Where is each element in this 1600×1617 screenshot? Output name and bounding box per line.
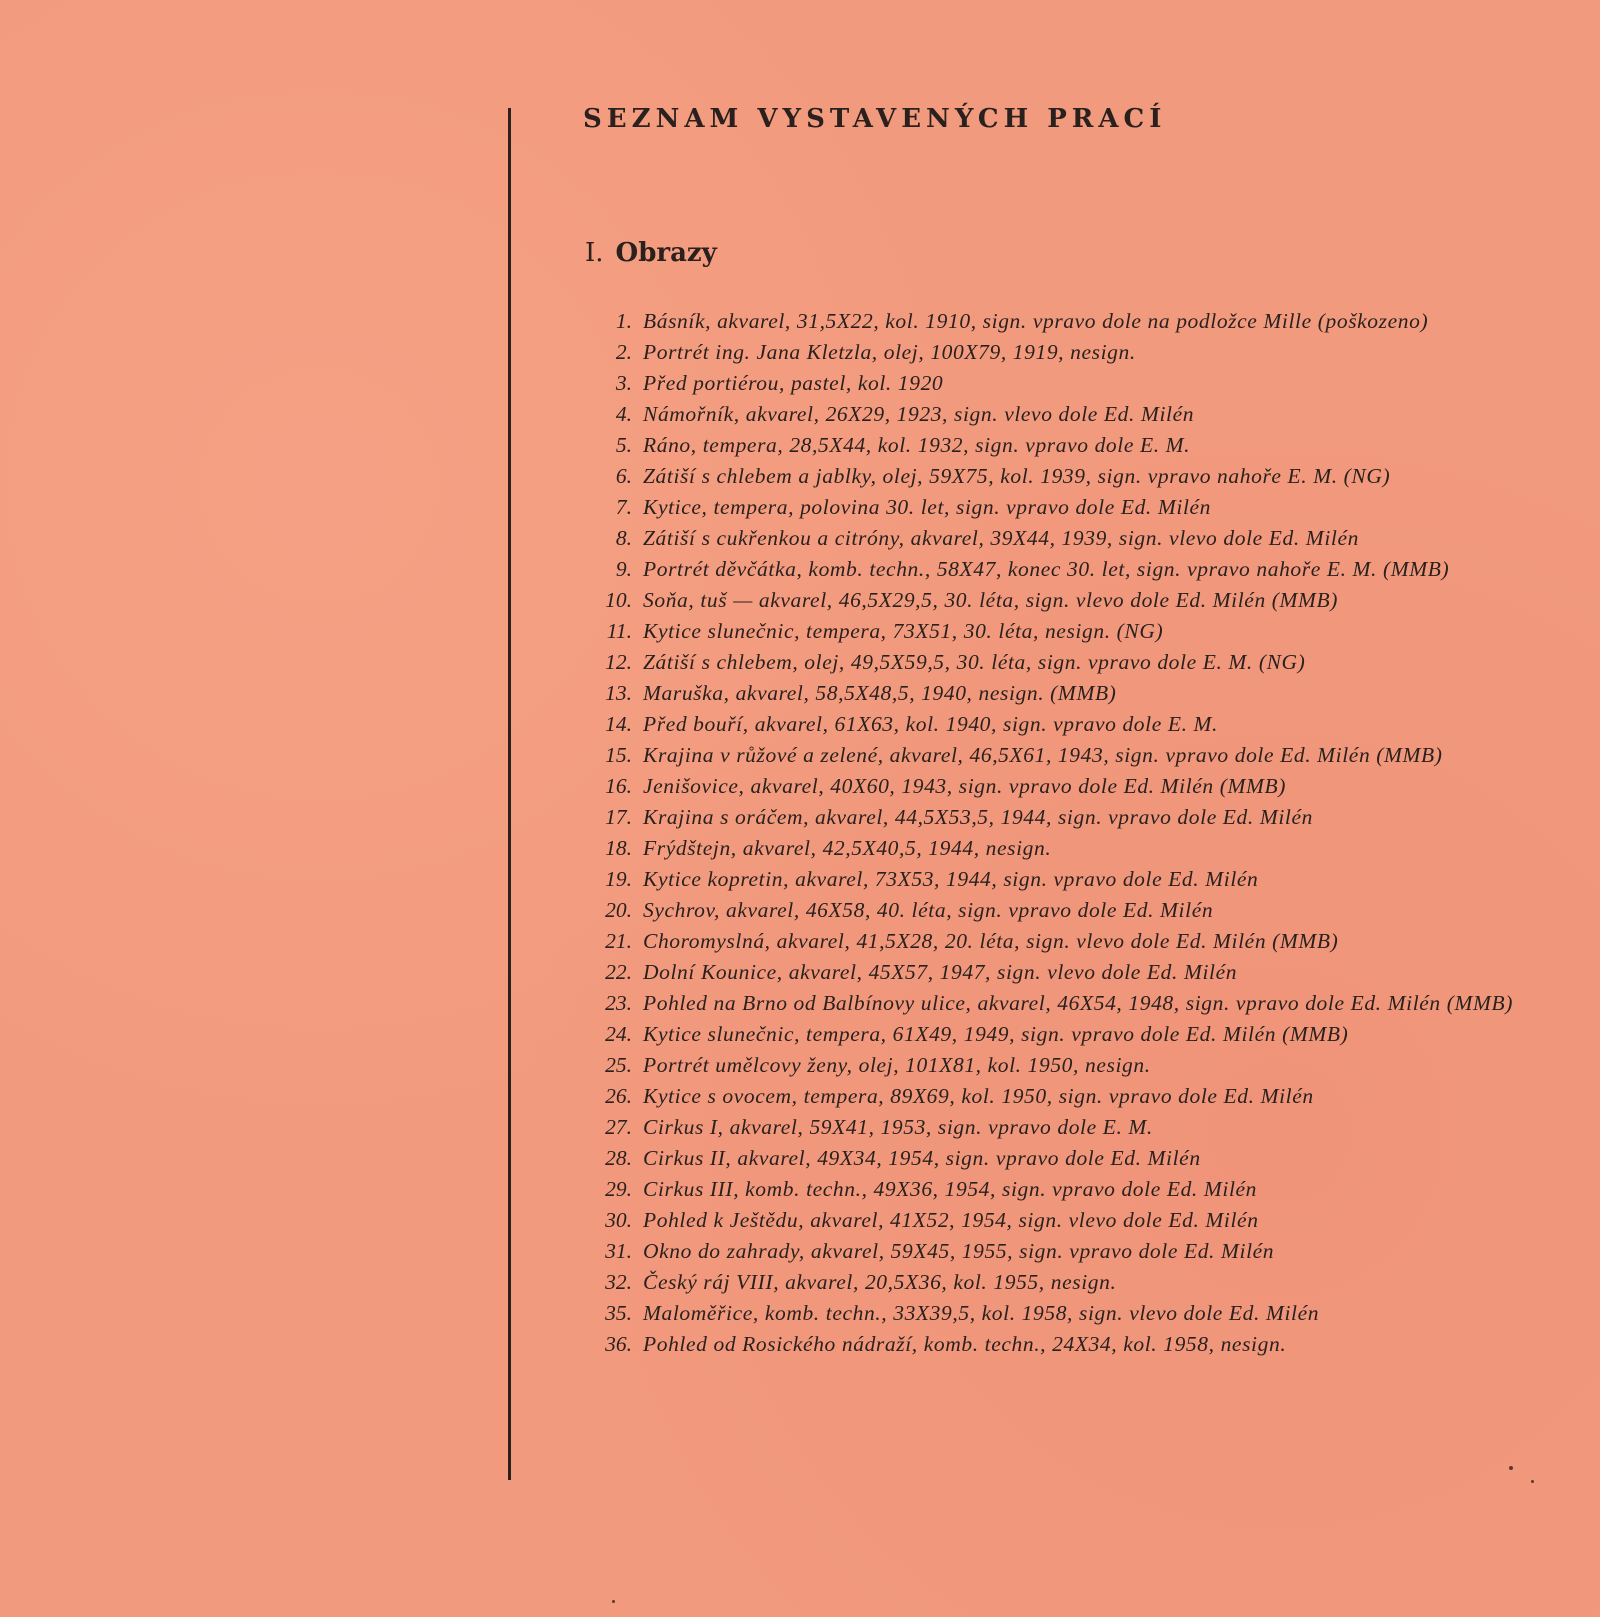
list-item — [590, 898, 1575, 922]
paper-speck — [612, 1600, 615, 1603]
list-item — [590, 1177, 1575, 1201]
list-item — [590, 402, 1575, 426]
paper-speck — [1509, 1466, 1513, 1470]
list-item — [590, 712, 1575, 736]
list-item — [590, 371, 1575, 395]
item-text: Maloměřice, komb. techn., 33X39,5, kol. 1958, sign. vlevo dole Ed. Milén — [643, 1301, 1320, 1325]
list-item — [590, 1022, 1575, 1046]
item-text: Krajina s oráčem, akvarel, 44,5X53,5, 1944, sign. vpravo dole Ed. Milén — [643, 805, 1313, 829]
item-text: Zátiší s chlebem a jablky, olej, 59X75, kol. 1939, sign. vpravo nahoře E. M. (NG) — [643, 464, 1391, 488]
item-text: Před bouří, akvarel, 61X63, kol. 1940, sign. vpravo dole E. M. — [643, 712, 1219, 736]
list-item — [590, 1053, 1575, 1077]
item-number: 7. — [615, 495, 632, 519]
item-text: Cirkus I, akvarel, 59X41, 1953, sign. vpravo dole E. M. — [643, 1115, 1153, 1139]
item-number: 17. — [605, 805, 632, 829]
list-item — [590, 557, 1575, 581]
list-item — [590, 619, 1575, 643]
item-number: 23. — [605, 991, 632, 1015]
works-list — [590, 309, 1575, 1363]
item-number: 13. — [605, 681, 632, 705]
list-item — [590, 1332, 1575, 1356]
item-text: Zátiší s chlebem, olej, 49,5X59,5, 30. léta, sign. vpravo dole E. M. (NG) — [643, 650, 1306, 674]
list-item — [590, 464, 1575, 488]
item-text: Krajina v růžové a zelené, akvarel, 46,5X61, 1943, sign. vpravo dole Ed. Milén (MMB) — [643, 743, 1443, 767]
list-item — [590, 1208, 1575, 1232]
item-number: 1. — [615, 309, 632, 333]
list-item — [590, 805, 1575, 829]
item-number: 15. — [605, 743, 632, 767]
list-item — [590, 1084, 1575, 1108]
vertical-rule — [508, 108, 511, 1480]
list-item — [590, 1115, 1575, 1139]
list-item — [590, 495, 1575, 519]
list-item — [590, 836, 1575, 860]
list-item — [590, 433, 1575, 457]
list-item — [590, 526, 1575, 550]
item-number: 18. — [605, 836, 632, 860]
list-item — [590, 681, 1575, 705]
item-number: 22. — [605, 960, 632, 984]
list-item — [590, 960, 1575, 984]
item-text: Kytice kopretin, akvarel, 73X53, 1944, sign. vpravo dole Ed. Milén — [643, 867, 1259, 891]
item-number: 11. — [606, 619, 632, 643]
item-text: Portrét ing. Jana Kletzla, olej, 100X79, 1919, nesign. — [643, 340, 1136, 364]
list-item — [590, 309, 1575, 333]
item-number: 32. — [605, 1270, 632, 1294]
list-item — [590, 1239, 1575, 1263]
item-text: Básník, akvarel, 31,5X22, kol. 1910, sign. vpravo dole na podložce Mille (poškozeno) — [643, 309, 1429, 333]
item-number: 8. — [615, 526, 632, 550]
item-text: Jenišovice, akvarel, 40X60, 1943, sign. vpravo dole Ed. Milén (MMB) — [643, 774, 1287, 798]
item-text: Pohled k Ještědu, akvarel, 41X52, 1954, sign. vlevo dole Ed. Milén — [643, 1208, 1259, 1232]
item-text: Sychrov, akvarel, 46X58, 40. léta, sign. vpravo dole Ed. Milén — [643, 898, 1214, 922]
item-text: Kytice, tempera, polovina 30. let, sign. vpravo dole Ed. Milén — [643, 495, 1212, 519]
item-number: 3. — [615, 371, 632, 395]
section-heading — [585, 238, 717, 268]
list-item — [590, 929, 1575, 953]
item-number: 27. — [605, 1115, 632, 1139]
item-text: Portrét děvčátka, komb. techn., 58X47, konec 30. let, sign. vpravo nahoře E. M. (MMB) — [643, 557, 1450, 581]
item-text: Cirkus II, akvarel, 49X34, 1954, sign. vpravo dole Ed. Milén — [643, 1146, 1201, 1170]
item-text: Soňa, tuš — akvarel, 46,5X29,5, 30. léta, sign. vlevo dole Ed. Milén (MMB) — [643, 588, 1339, 612]
item-number: 30. — [605, 1208, 632, 1232]
item-number: 4. — [615, 402, 632, 426]
item-number: 19. — [605, 867, 632, 891]
item-number: 35. — [605, 1301, 632, 1325]
page-title: SEZNAM VYSTAVENÝCH PRACÍ — [583, 104, 1167, 134]
item-number: 9. — [615, 557, 632, 581]
list-item — [590, 867, 1575, 891]
item-text: Pohled na Brno od Balbínovy ulice, akvarel, 46X54, 1948, sign. vpravo dole Ed. Milén (MMB) — [643, 991, 1514, 1015]
item-text: Před portiérou, pastel, kol. 1920 — [643, 371, 944, 395]
item-text: Kytice s ovocem, tempera, 89X69, kol. 1950, sign. vpravo dole Ed. Milén — [643, 1084, 1314, 1108]
item-number: 28. — [605, 1146, 632, 1170]
item-text: Kytice slunečnic, tempera, 61X49, 1949, sign. vpravo dole Ed. Milén (MMB) — [643, 1022, 1349, 1046]
item-number: 5. — [615, 433, 632, 457]
list-item — [590, 588, 1575, 612]
item-text: Cirkus III, komb. techn., 49X36, 1954, sign. vpravo dole Ed. Milén — [643, 1177, 1258, 1201]
item-text: Maruška, akvarel, 58,5X48,5, 1940, nesign. (MMB) — [643, 681, 1117, 705]
item-text: Portrét umělcovy ženy, olej, 101X81, kol. 1950, nesign. — [643, 1053, 1151, 1077]
list-item — [590, 1301, 1575, 1325]
item-text: Kytice slunečnic, tempera, 73X51, 30. léta, nesign. (NG) — [643, 619, 1164, 643]
list-item — [590, 991, 1575, 1015]
item-number: 29. — [605, 1177, 632, 1201]
item-text: Zátiší s cukřenkou a citróny, akvarel, 39X44, 1939, sign. vlevo dole Ed. Milén — [643, 526, 1359, 550]
item-text: Choromyslná, akvarel, 41,5X28, 20. léta, sign. vlevo dole Ed. Milén (MMB) — [643, 929, 1339, 953]
item-number: 21. — [605, 929, 632, 953]
list-item — [590, 340, 1575, 364]
section-number: I. — [585, 238, 604, 268]
item-text: Námořník, akvarel, 26X29, 1923, sign. vlevo dole Ed. Milén — [643, 402, 1195, 426]
item-text: Český ráj VIII, akvarel, 20,5X36, kol. 1955, nesign. — [643, 1270, 1117, 1294]
item-number: 31. — [605, 1239, 632, 1263]
paper-speck — [1531, 1480, 1534, 1483]
section-title: Obrazy — [615, 238, 717, 268]
item-text: Dolní Kounice, akvarel, 45X57, 1947, sign. vlevo dole Ed. Milén — [643, 960, 1238, 984]
list-item — [590, 650, 1575, 674]
list-item — [590, 1270, 1575, 1294]
item-number: 12. — [605, 650, 632, 674]
item-text: Okno do zahrady, akvarel, 59X45, 1955, sign. vpravo dole Ed. Milén — [643, 1239, 1275, 1263]
item-number: 20. — [605, 898, 632, 922]
item-number: 24. — [605, 1022, 632, 1046]
item-text: Ráno, tempera, 28,5X44, kol. 1932, sign. vpravo dole E. M. — [643, 433, 1191, 457]
item-number: 6. — [615, 464, 632, 488]
item-number: 25. — [605, 1053, 632, 1077]
item-number: 26. — [605, 1084, 632, 1108]
item-text: Frýdštejn, akvarel, 42,5X40,5, 1944, nesign. — [643, 836, 1052, 860]
list-item — [590, 743, 1575, 767]
list-item — [590, 774, 1575, 798]
item-number: 10. — [605, 588, 632, 612]
item-number: 14. — [605, 712, 632, 736]
list-item — [590, 1146, 1575, 1170]
item-number: 36. — [605, 1332, 632, 1356]
item-number: 16. — [605, 774, 632, 798]
item-text: Pohled od Rosického nádraží, komb. techn., 24X34, kol. 1958, nesign. — [643, 1332, 1287, 1356]
item-number: 2. — [615, 340, 632, 364]
